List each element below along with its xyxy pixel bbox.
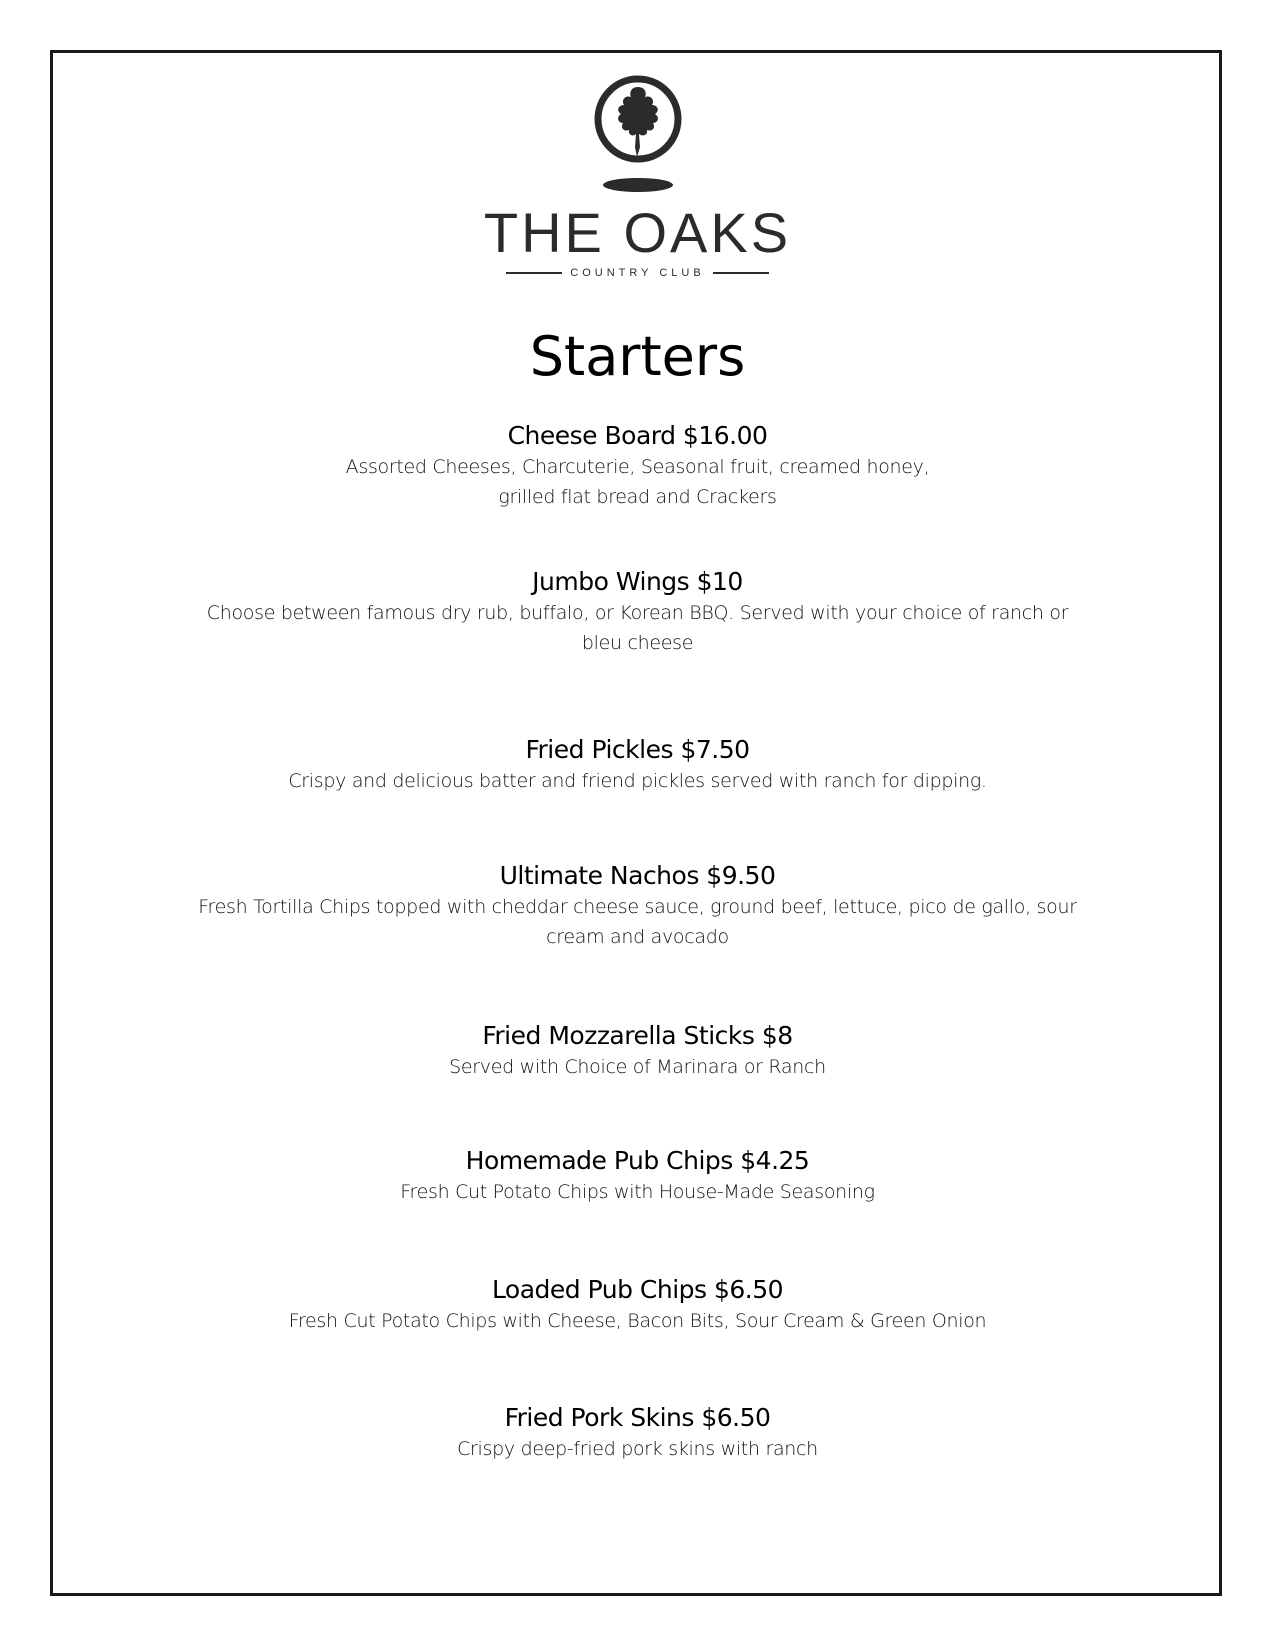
menu-item <box>150 566 1125 658</box>
menu-item <box>150 1145 1125 1207</box>
menu-item-name: Jumbo Wings $10 <box>532 567 743 596</box>
menu-item <box>150 1402 1125 1464</box>
menu-item-description: Crispy and delicious batter and friend pickles served with ranch for dipping. <box>288 770 987 792</box>
club-logo <box>0 75 1275 279</box>
menu-item-description: Fresh Cut Potato Chips with House-Made Seasoning <box>400 1181 875 1203</box>
menu-item-name: Fried Pork Skins $6.50 <box>504 1403 771 1432</box>
menu-item-name: Homemade Pub Chips $4.25 <box>465 1146 810 1175</box>
divider <box>713 272 769 274</box>
menu-item-name: Ultimate Nachos $9.50 <box>499 861 776 890</box>
menu-item-description: Choose between famous dry rub, buffalo, or Korean BBQ. Served with your choice of ranch or bleu cheese <box>206 602 1069 654</box>
menu-item <box>150 420 1125 512</box>
brand-subtitle-row <box>0 267 1275 279</box>
page-title: Starters <box>529 325 746 388</box>
divider <box>506 272 562 274</box>
menu-item-name: Fried Pickles $7.50 <box>525 735 750 764</box>
page-border <box>50 50 1222 1596</box>
menu-item-description: Assorted Cheeses, Charcuterie, Seasonal fruit, creamed honey, grilled flat bread and Crackers <box>345 456 930 508</box>
oak-leaf-icon <box>583 75 693 197</box>
menu-item-description: Served with Choice of Marinara or Ranch <box>449 1056 826 1078</box>
menu-item <box>150 1020 1125 1082</box>
menu-item-name: Fried Mozzarella Sticks $8 <box>482 1021 793 1050</box>
menu-item-name: Cheese Board $16.00 <box>507 421 768 450</box>
menu-item <box>150 1274 1125 1336</box>
menu-item-description: Fresh Tortilla Chips topped with cheddar cheese sauce, ground beef, lettuce, pico de gallo, sour cream and avocado <box>198 896 1077 948</box>
menu-item <box>150 734 1125 796</box>
menu-item-name: Loaded Pub Chips $6.50 <box>491 1275 784 1304</box>
brand-name: THE OAKS <box>483 201 792 264</box>
menu-item-description: Fresh Cut Potato Chips with Cheese, Bacon Bits, Sour Cream & Green Onion <box>288 1310 987 1332</box>
brand-subtitle: COUNTRY CLUB <box>570 267 705 279</box>
menu-item <box>150 860 1125 952</box>
menu-item-description: Crispy deep-fried pork skins with ranch <box>457 1438 818 1460</box>
